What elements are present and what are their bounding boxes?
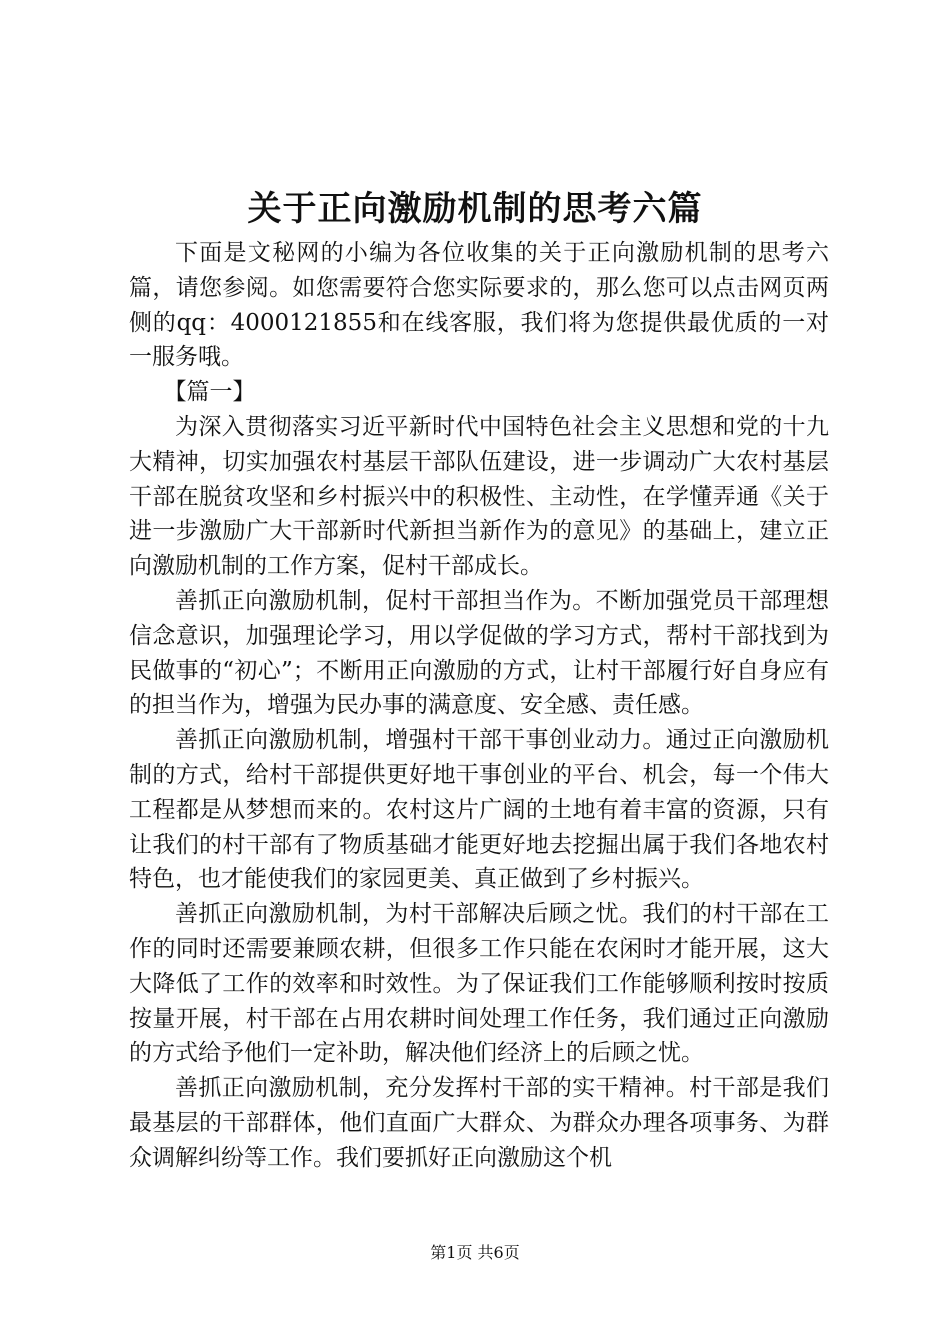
body-paragraph: 善抓正向激励机制，充分发挥村干部的实干精神。村干部是我们最基层的干部群体，他们直面广大群众、为群众办理各项事务、为群众调解纠纷等工作。我们要抓好正向激励这个机	[129, 1075, 829, 1171]
body-paragraph: 为深入贯彻落实习近平新时代中国特色社会主义思想和党的十九大精神，切实加强农村基层干部队伍建设，进一步调动广大农村基层干部在脱贫攻坚和乡村振兴中的积极性、主动性，在学懂弄通《关于进一步激励广大干部新时代新担当新作为的意见》的基础上，建立正向激励机制的工作方案，促村干部成长。	[129, 413, 829, 580]
intro-paragraph: 下面是文秘网的小编为各位收集的关于正向激励机制的思考六篇，请您参阅。如您需要符合您实际要求的，那么您可以点击网页两侧的qq：4000121855和在线客服，我们将为您提供最优质的一对一服务哦。	[129, 240, 829, 371]
body-paragraph: 善抓正向激励机制，促村干部担当作为。不断加强党员干部理想信念意识，加强理论学习，用以学促做的学习方式，帮村干部找到为民做事的“初心”；不断用正向激励的方式，让村干部履行好自身应有的担当作为，增强为民办事的满意度、安全感、责任感。	[129, 587, 829, 719]
body-paragraph: 善抓正向激励机制，增强村干部干事创业动力。通过正向激励机制的方式，给村干部提供更好地干事创业的平台、机会，每一个伟大工程都是从梦想而来的。农村这片广阔的土地有着丰富的资源，只有让我们的村干部有了物质基础才能更好地去挖掘出属于我们各地农村特色，也才能使我们的家园更美、真正做到了乡村振兴。	[129, 727, 829, 893]
body-paragraph: 善抓正向激励机制，为村干部解决后顾之忧。我们的村干部在工作的同时还需要兼顾农耕，但很多工作只能在农闲时才能开展，这大大降低了工作的效率和时效性。为了保证我们工作能够顺利按时按质按量开展，村干部在占用农耕时间处理工作任务，我们通过正向激励的方式给予他们一定补助，解决他们经济上的后顾之忧。	[129, 901, 829, 1067]
section-label: 【篇一】	[163, 379, 256, 406]
document-body	[129, 236, 829, 1176]
document-title: 关于正向激励机制的思考六篇	[247, 189, 703, 229]
page-footer: 第1页 共6页	[430, 1243, 520, 1262]
